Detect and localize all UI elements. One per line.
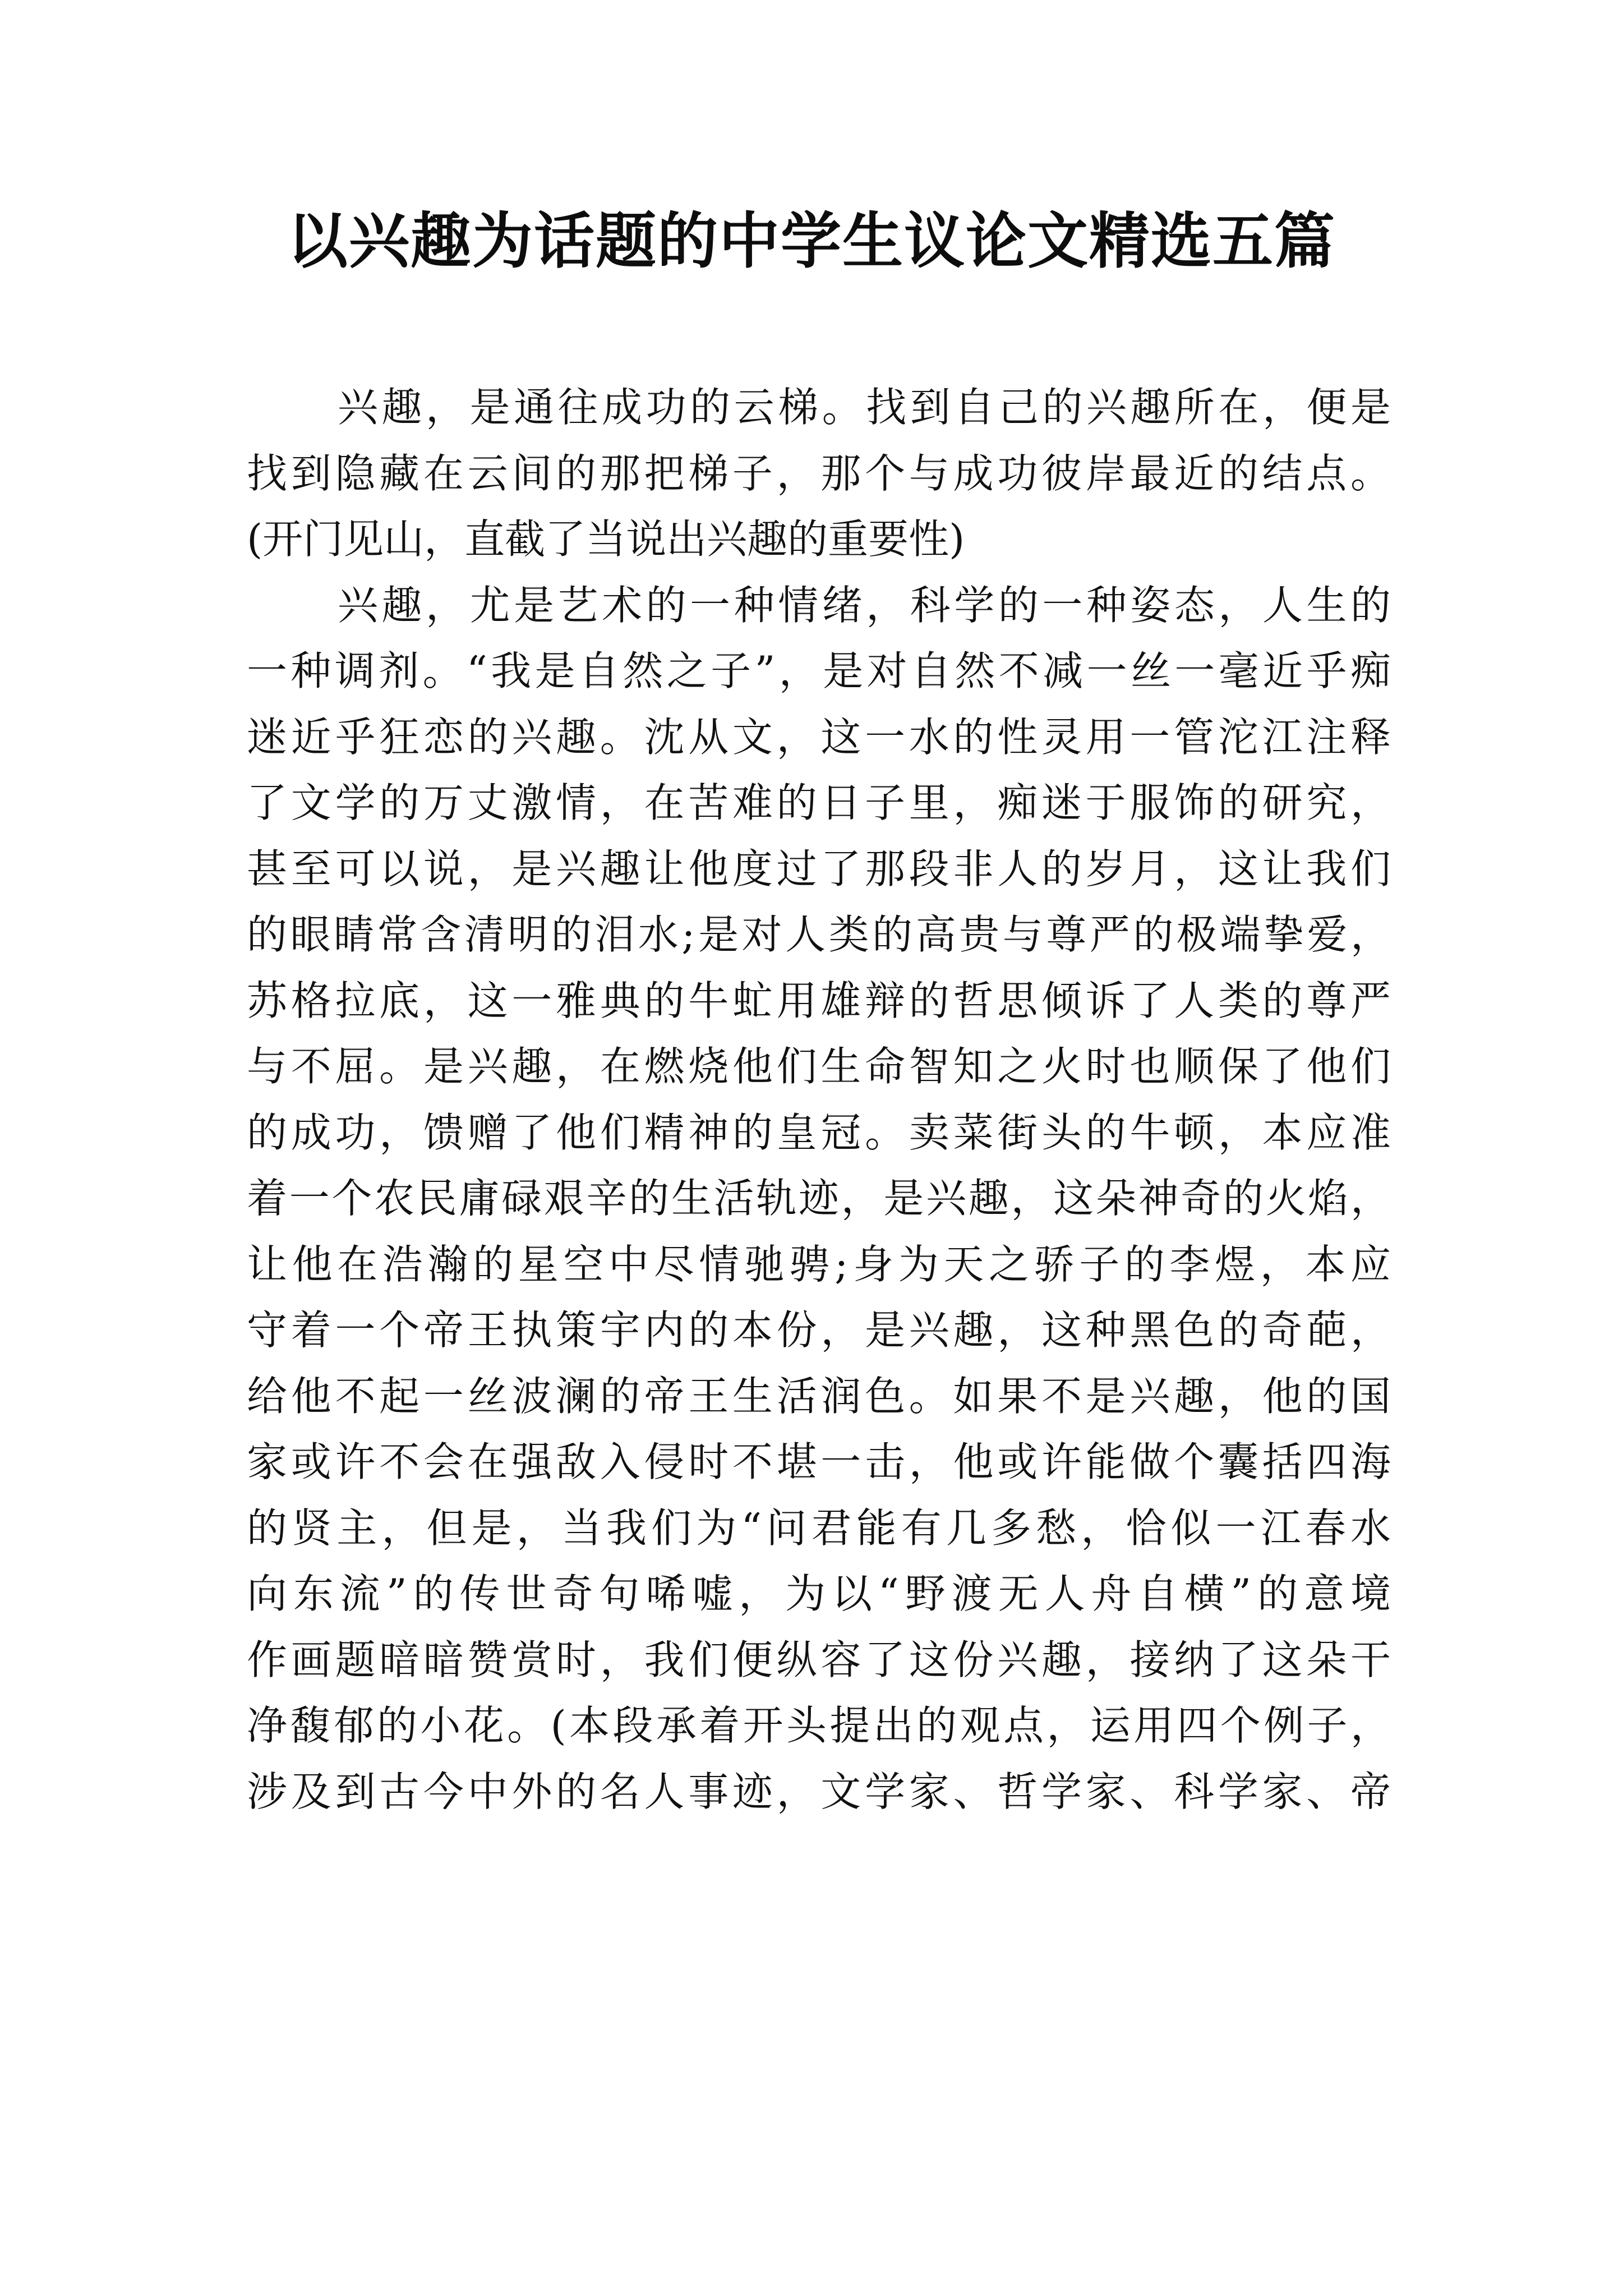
- text-line: 家或许不会在强敌入侵时不堪一击，他或许能做个囊括四海: [247, 1438, 1391, 1485]
- text-line: 的眼睛常含清明的泪水;是对人类的高贵与尊严的极端挚爱，: [247, 911, 1391, 958]
- text-line: 让他在浩瀚的星空中尽情驰骋;身为天之骄子的李煜，本应: [247, 1240, 1391, 1288]
- text-line: 作画题暗暗赞赏时，我们便纵容了这份兴趣，接纳了这朵干: [247, 1636, 1391, 1683]
- document-title: 以兴趣为话题的中学生议论文精选五篇: [287, 206, 1336, 277]
- text-line: 净馥郁的小花。(本段承着开头提出的观点，运用四个例子，: [247, 1702, 1391, 1749]
- text-line: 涉及到古今中外的名人事迹，文学家、哲学家、科学家、帝: [247, 1768, 1391, 1815]
- document-body: [247, 375, 1391, 1825]
- text-line: 守着一个帝王执策宇内的本份，是兴趣，这种黑色的奇葩，: [247, 1306, 1391, 1354]
- text-line: 兴趣，是通往成功的云梯。找到自己的兴趣所在，便是: [338, 384, 1391, 431]
- paragraph-1: [247, 375, 1391, 573]
- text-line: 找到隐藏在云间的那把梯子，那个与成功彼岸最近的结点。: [247, 449, 1391, 497]
- paragraph-2: [247, 573, 1391, 1825]
- text-line: 了文学的万丈激情，在苦难的日子里，痴迷于服饰的研究，: [247, 779, 1391, 826]
- text-line: 的贤主，但是，当我们为“问君能有几多愁，恰似一江春水: [247, 1504, 1391, 1552]
- text-line: 与不屈。是兴趣，在燃烧他们生命智知之火时也顺保了他们: [247, 1043, 1391, 1090]
- text-line: 一种调剂。“我是自然之子”，是对自然不减一丝一毫近乎痴: [247, 647, 1391, 694]
- text-line: 苏格拉底，这一雅典的牛虻用雄辩的哲思倾诉了人类的尊严: [247, 977, 1391, 1024]
- text-line: 给他不起一丝波澜的帝王生活润色。如果不是兴趣，他的国: [247, 1372, 1391, 1420]
- text-line: (开门见山，直截了当说出兴趣的重要性): [247, 516, 965, 563]
- text-line: 兴趣，尤是艺术的一种情绪，科学的一种姿态，人生的: [338, 581, 1391, 629]
- text-line: 向东流”的传世奇句唏嘘，为以“野渡无人舟自横”的意境: [247, 1570, 1391, 1617]
- text-line: 甚至可以说，是兴趣让他度过了那段非人的岁月，这让我们: [247, 845, 1391, 892]
- text-line: 着一个农民庸碌艰辛的生活轨迹，是兴趣，这朵神奇的火焰，: [247, 1175, 1391, 1222]
- text-line: 的成功，馈赠了他们精神的皇冠。卖菜街头的牛顿，本应准: [247, 1108, 1391, 1156]
- text-line: 迷近乎狂恋的兴趣。沈从文，这一水的性灵用一管沱江注释: [247, 713, 1391, 761]
